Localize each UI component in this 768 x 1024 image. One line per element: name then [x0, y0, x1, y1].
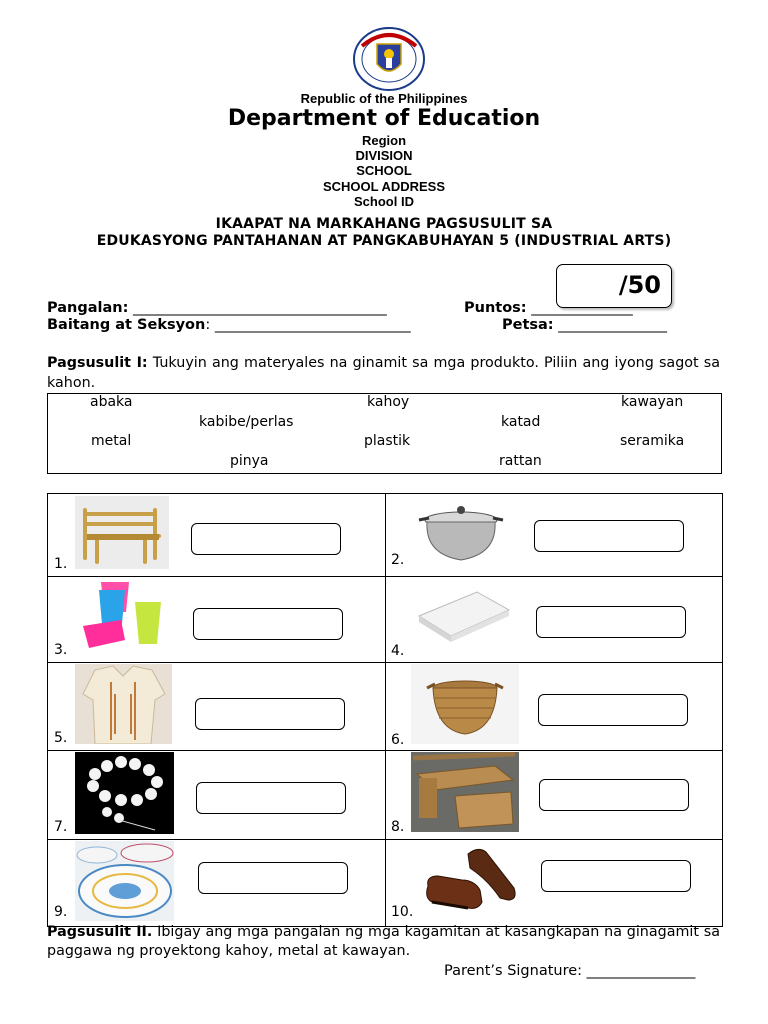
test2-text: Ibigay ang mga pangalan ng mga kagamitan at kasangkapan na ginagamit sa paggawa ng proyektong kahoy, metal at kawayan.: [47, 924, 720, 959]
item-number: 10.: [391, 904, 414, 920]
division-text: DIVISION: [355, 148, 413, 163]
test2-label: Pagsusulit II.: [47, 924, 153, 940]
grade-section-line: ___________________________: [214, 317, 411, 333]
test1-instructions: [47, 353, 720, 393]
region-text: Region: [361, 133, 407, 148]
name-line: ___________________________________: [133, 300, 387, 316]
choice-item: abaka: [90, 394, 133, 410]
signature-line: _______________: [586, 963, 696, 979]
answer-box-10[interactable]: [541, 860, 691, 892]
metal-pot-icon: [411, 496, 511, 576]
answer-box-3[interactable]: [193, 608, 343, 640]
items-table: [47, 493, 723, 927]
answer-box-4[interactable]: [536, 606, 686, 638]
item-number: 1.: [54, 556, 68, 572]
republic-text: Republic of the Philippines: [300, 91, 468, 106]
school-address-text: SCHOOL ADDRESS: [322, 179, 446, 194]
grade-section-label: Baitang at Seksyon: [47, 317, 206, 333]
points-label: Puntos:: [464, 300, 527, 316]
department-title: Department of Education: [227, 106, 541, 131]
ceramic-plates-icon: [75, 841, 174, 921]
grade-colon: :: [205, 317, 211, 333]
name-field[interactable]: [47, 300, 387, 316]
leather-shoes-icon: [418, 840, 520, 916]
date-field[interactable]: [502, 317, 667, 333]
choice-item: kahoy: [367, 394, 410, 410]
choices-box: [47, 393, 722, 474]
grade-section-field[interactable]: [47, 317, 411, 333]
points-line: ______________: [531, 300, 633, 316]
answer-box-5[interactable]: [195, 698, 345, 730]
parent-signature-field[interactable]: [444, 963, 695, 979]
answer-box-7[interactable]: [196, 782, 346, 814]
exam-title-line1: IKAAPAT NA MARKAHANG PAGSUSULIT SA: [215, 216, 553, 232]
choice-item: kabibe/perlas: [199, 414, 294, 430]
points-field[interactable]: [464, 300, 633, 316]
item-number: 5.: [54, 730, 68, 746]
answer-box-1[interactable]: [191, 523, 341, 555]
item-number: 6.: [391, 732, 405, 748]
item-number: 3.: [54, 642, 68, 658]
pearl-necklace-icon: [75, 752, 174, 834]
item-number: 8.: [391, 819, 405, 835]
choice-item: rattan: [499, 453, 542, 469]
item-number: 7.: [54, 819, 68, 835]
date-line: _______________: [558, 317, 667, 333]
item-number: 4.: [391, 643, 405, 659]
score-total: /50: [618, 271, 661, 299]
choice-item: metal: [91, 433, 132, 449]
item-number: 9.: [54, 904, 68, 920]
choice-item: katad: [501, 414, 541, 430]
answer-box-8[interactable]: [539, 779, 689, 811]
choice-item: plastik: [364, 433, 411, 449]
barong-shirt-icon: [75, 664, 172, 744]
test1-text: Tukuyin ang materyales na ginamit sa mga produkto. Piliin ang iyong sagot sa kahon.: [47, 355, 720, 391]
answer-box-6[interactable]: [538, 694, 688, 726]
test2-instructions: [47, 923, 720, 961]
signature-label: Parent’s Signature:: [444, 963, 583, 979]
plastic-cups-icon: [75, 578, 169, 648]
choice-item: pinya: [230, 453, 269, 469]
school-text: SCHOOL: [356, 163, 412, 178]
choice-item: seramika: [620, 433, 685, 449]
test1-label: Pagsusulit I:: [47, 355, 148, 371]
name-label: Pangalan:: [47, 300, 129, 316]
rattan-basket-icon: [411, 664, 519, 744]
ceramic-tile-icon: [413, 584, 513, 650]
answer-box-9[interactable]: [198, 862, 348, 894]
deped-seal: [352, 26, 426, 92]
item-number: 2.: [391, 552, 405, 568]
answer-box-2[interactable]: [534, 520, 684, 552]
exam-title-line2: EDUKASYONG PANTAHANAN AT PANGKABUHAYAN 5 (INDUSTRIAL ARTS): [96, 233, 672, 249]
rattan-furniture-icon: [411, 752, 519, 832]
school-id-text: School ID: [354, 194, 414, 209]
bamboo-bench-icon: [75, 496, 169, 569]
date-label: Petsa:: [502, 317, 554, 333]
choice-item: kawayan: [621, 394, 684, 410]
